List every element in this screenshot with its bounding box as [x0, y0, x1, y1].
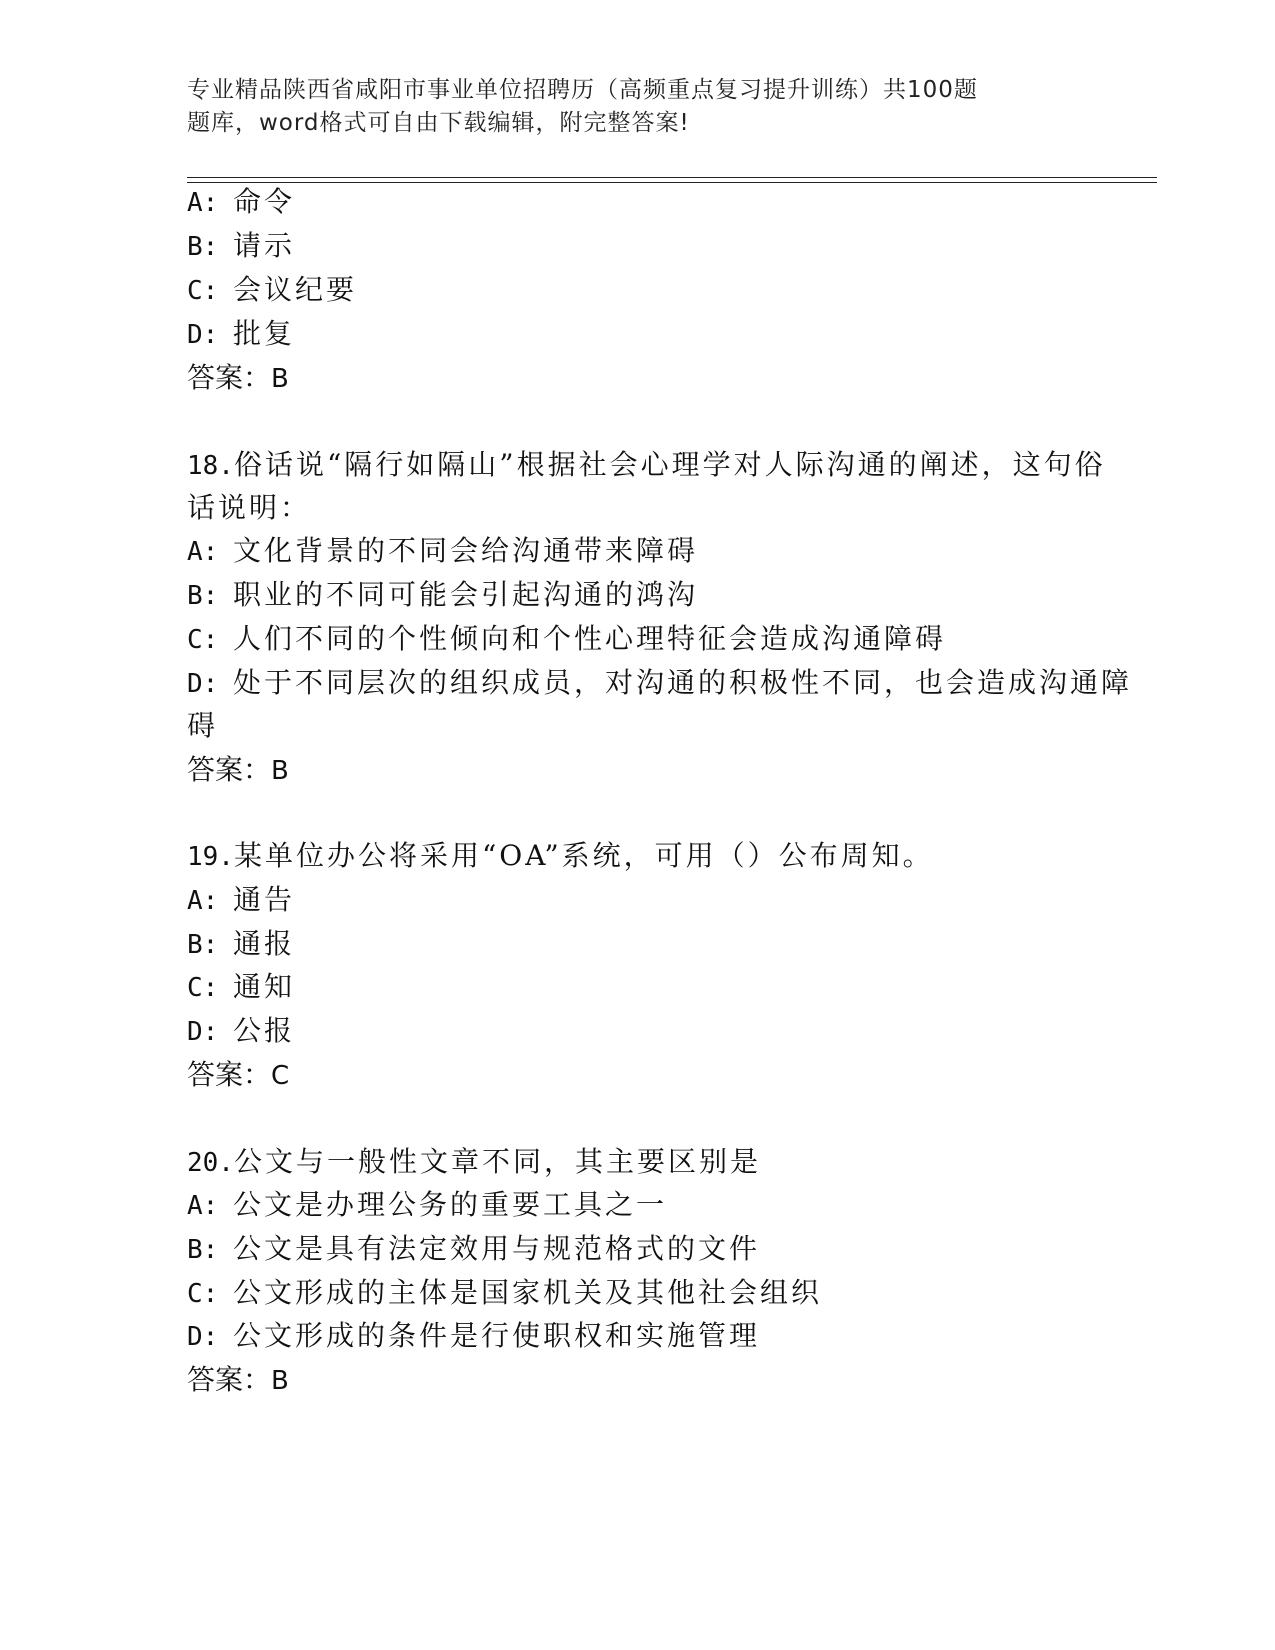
- answer-value: B: [271, 1366, 289, 1396]
- option-label: D:: [187, 1017, 219, 1047]
- answer-value: B: [271, 756, 289, 786]
- q19-option-d: [187, 1013, 295, 1050]
- option-label: B:: [187, 232, 219, 262]
- answer-value: B: [271, 364, 289, 394]
- q18-answer: [187, 752, 289, 789]
- q17-option-a: [187, 184, 295, 221]
- header-line-2: 题库，word格式可自由下载编辑，附完整答案!: [187, 110, 690, 136]
- q19-option-a: [187, 882, 295, 919]
- option-text: 请示: [233, 229, 296, 262]
- q20-option-d: [187, 1318, 760, 1355]
- q18-option-d: [187, 665, 1132, 702]
- header-rule-top: [187, 177, 1157, 178]
- option-text: 批复: [233, 317, 296, 350]
- q20-answer: [187, 1362, 289, 1399]
- option-text: 公文形成的主体是国家机关及其他社会组织: [233, 1276, 823, 1309]
- header-rule-bottom: [187, 182, 1157, 183]
- q17-option-d: [187, 316, 295, 353]
- option-text: 职业的不同可能会引起沟通的鸿沟: [233, 578, 699, 611]
- option-text: 公报: [233, 1014, 296, 1047]
- option-label: A:: [187, 537, 219, 567]
- q18-option-c: [187, 621, 946, 658]
- option-label: D:: [187, 669, 219, 699]
- question-text: 公文与一般性文章不同，其主要区别是: [233, 1145, 761, 1178]
- option-text: 文化背景的不同会给沟通带来障碍: [233, 534, 699, 567]
- answer-label: 答案：: [187, 1058, 272, 1091]
- option-label: D:: [187, 1322, 219, 1352]
- q17-option-b: [187, 228, 295, 265]
- q19-answer: [187, 1057, 289, 1094]
- option-text: 人们不同的个性倾向和个性心理特征会造成沟通障碍: [233, 622, 947, 655]
- q19-option-c: [187, 969, 295, 1006]
- option-label: B:: [187, 581, 219, 611]
- q19-question: [187, 838, 934, 875]
- q17-option-c: [187, 272, 357, 309]
- q19-option-b: [187, 926, 295, 963]
- question-number: 20.: [187, 1148, 234, 1178]
- option-label: C:: [187, 1279, 219, 1309]
- question-number: 19.: [187, 842, 234, 872]
- q18-question-line-1: [187, 447, 1106, 484]
- q18-option-a: [187, 533, 698, 570]
- option-text: 会议纪要: [233, 273, 358, 306]
- option-text: 公文是办理公务的重要工具之一: [233, 1188, 668, 1221]
- q17-answer: [187, 360, 289, 397]
- answer-value: C: [271, 1061, 290, 1091]
- option-label: D:: [187, 320, 219, 350]
- question-text: 俗话说“隔行如隔山”根据社会心理学对人际沟通的阐述，这句俗: [233, 448, 1106, 481]
- option-text: 通告: [233, 883, 296, 916]
- question-number: 18.: [187, 451, 234, 481]
- option-label: B:: [187, 930, 219, 960]
- answer-label: 答案：: [187, 361, 272, 394]
- option-text: 通报: [233, 927, 296, 960]
- q18-option-d-continued: 碍: [187, 709, 219, 742]
- question-text: 某单位办公将采用“OA”系统，可用（）公布周知。: [233, 839, 934, 872]
- q20-question: [187, 1144, 761, 1181]
- q18-option-b: [187, 577, 698, 614]
- q20-option-b: [187, 1231, 760, 1268]
- document-header: [187, 74, 1047, 140]
- option-text: 命令: [233, 185, 296, 218]
- option-text: 处于不同层次的组织成员，对沟通的积极性不同，也会造成沟通障: [233, 666, 1133, 699]
- option-label: B:: [187, 1235, 219, 1265]
- answer-label: 答案：: [187, 1363, 272, 1396]
- option-label: C:: [187, 973, 219, 1003]
- option-text: 公文是具有法定效用与规范格式的文件: [233, 1232, 761, 1265]
- answer-label: 答案：: [187, 753, 272, 786]
- option-label: A:: [187, 886, 219, 916]
- option-label: A:: [187, 1191, 219, 1221]
- option-label: C:: [187, 276, 219, 306]
- header-line-1: 专业精品陕西省咸阳市事业单位招聘历（高频重点复习提升训练）共100题: [187, 77, 978, 103]
- option-label: A:: [187, 188, 219, 218]
- q18-question-line-2: 话说明：: [187, 491, 312, 524]
- q20-option-a: [187, 1187, 667, 1224]
- option-label: C:: [187, 625, 219, 655]
- option-text: 公文形成的条件是行使职权和实施管理: [233, 1319, 761, 1352]
- q20-option-c: [187, 1275, 822, 1312]
- option-text: 通知: [233, 970, 296, 1003]
